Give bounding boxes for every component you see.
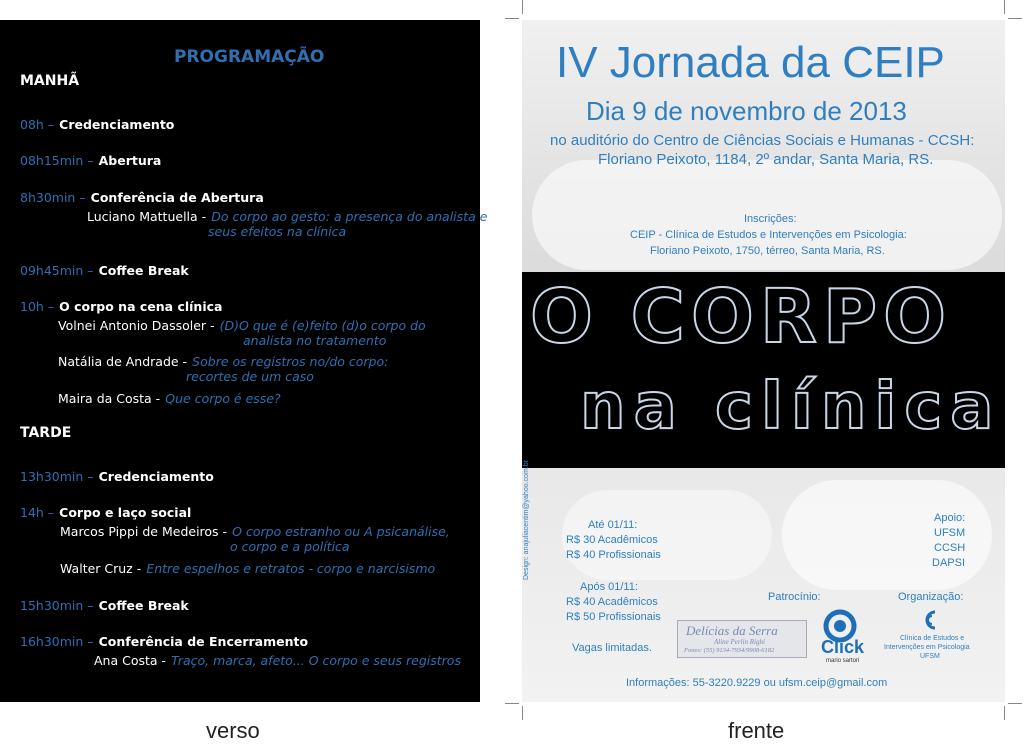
talk-title: o corpo e a política xyxy=(230,539,350,554)
talk-title: seus efeitos na clínica xyxy=(208,224,347,239)
ceip-logo-icon xyxy=(921,609,941,631)
time-label: 08h – xyxy=(20,117,55,132)
info-line: Informações: 55-3220.9229 ou ufsm.ceip@gmail.com xyxy=(626,677,888,689)
venue-line-1: no auditório do Centro de Ciências Sociais e Humanas - CCSH: xyxy=(550,132,975,149)
event-label: Coffee Break xyxy=(98,263,189,278)
talk-title: analista no tratamento xyxy=(243,333,387,348)
delicias-owner: Aline Perlin Righi xyxy=(714,638,765,646)
speaker-name: Marcos Pippi de Medeiros - xyxy=(60,524,228,539)
afternoon-heading: TARDE xyxy=(20,425,72,441)
morning-heading: MANHÃ xyxy=(20,73,80,89)
ceip-logo xyxy=(921,609,941,635)
time-label: 09h45min – xyxy=(20,263,94,278)
speaker-name: Luciano Mattuella - xyxy=(87,209,207,224)
crop-mark xyxy=(522,706,523,720)
crop-mark xyxy=(522,0,523,14)
speaker-name: Ana Costa - xyxy=(94,653,167,668)
vagas-note: Vagas limitadas. xyxy=(572,642,652,654)
talk-title: O corpo estranho ou A psicanálise, xyxy=(232,524,450,539)
frente-panel xyxy=(522,20,1005,702)
apoio-item: DAPSI xyxy=(932,557,966,569)
schedule-item xyxy=(20,114,174,133)
org-line-3: UFSM xyxy=(920,653,940,660)
event-label: Abertura xyxy=(98,153,162,168)
organizacao-label: Organização: xyxy=(898,591,964,603)
venue-line-2: Floriano Peixoto, 1184, 2º andar, Santa Maria, RS. xyxy=(598,151,934,168)
time-label: 08h15min – xyxy=(20,153,94,168)
time-label: 10h – xyxy=(20,299,55,314)
event-label: Conferência de Abertura xyxy=(90,190,264,205)
speaker-line xyxy=(58,351,388,370)
ate-price-1: R$ 30 Acadêmicos xyxy=(566,534,658,546)
speaker-line xyxy=(60,558,435,577)
time-label: 8h30min – xyxy=(20,190,86,205)
talk-title: Que corpo é esse? xyxy=(165,391,281,406)
org-line-1: Clínica de Estudos e xyxy=(900,635,965,642)
title-artwork-band xyxy=(522,272,1005,468)
click-brand: Click xyxy=(821,637,865,657)
talk-title: (D)O que é (e)feito (d)o corpo do xyxy=(219,318,426,333)
talk-title: Traço, marca, afeto... O corpo e seus registros xyxy=(171,653,461,668)
event-title: IV Jornada da CEIP xyxy=(556,38,945,87)
schedule-item xyxy=(20,631,308,650)
schedule-item xyxy=(20,296,222,315)
click-owner: mario sartori xyxy=(826,658,860,664)
talk-title: Entre espelhos e retratos - corpo e narcisismo xyxy=(146,561,436,576)
speaker-name: Volnei Antonio Dassoler - xyxy=(58,318,215,333)
speaker-name: Walter Cruz - xyxy=(60,561,142,576)
event-label: Credenciamento xyxy=(98,469,214,484)
inscricoes-line-2: Floriano Peixoto, 1750, térreo, Santa Maria, RS. xyxy=(650,245,885,257)
schedule-item xyxy=(20,150,161,169)
crop-mark xyxy=(505,18,519,19)
crop-mark xyxy=(505,703,519,704)
event-label: Conferência de Encerramento xyxy=(98,634,309,649)
speaker-name: Maira da Costa - xyxy=(58,391,161,406)
apoio-item: UFSM xyxy=(934,527,966,539)
verso-panel xyxy=(0,20,488,702)
talk-title: recortes de um caso xyxy=(186,369,314,384)
time-label: 15h30min – xyxy=(20,598,94,613)
art-line-2: na clínica xyxy=(580,370,1002,444)
patrocinio-label: Patrocínio: xyxy=(768,591,821,603)
apoio-item: CCSH xyxy=(934,542,966,554)
schedule-item xyxy=(20,595,189,614)
time-label: 16h30min – xyxy=(20,634,94,649)
event-label: Credenciamento xyxy=(59,117,175,132)
apos-price-2: R$ 50 Profissionais xyxy=(566,611,661,623)
frente-caption: frente xyxy=(728,718,785,743)
delicias-phones: Fones: (55) 9134-7934/9908-6182 xyxy=(684,647,775,654)
talk-title: Do corpo ao gesto: a presença do analista e xyxy=(211,209,488,224)
speaker-line xyxy=(87,206,487,225)
speaker-line xyxy=(94,650,461,669)
speaker-line xyxy=(58,388,281,407)
speaker-line xyxy=(60,521,450,540)
event-date: Dia 9 de novembro de 2013 xyxy=(586,96,907,126)
schedule-item xyxy=(20,260,189,279)
schedule-item xyxy=(20,466,214,485)
crop-mark xyxy=(1004,706,1005,720)
talk-title: Sobre os registros no/do corpo: xyxy=(192,354,389,369)
time-label: 14h – xyxy=(20,505,55,520)
delicias-logo xyxy=(677,620,807,658)
speaker-name: Natália de Andrade - xyxy=(58,354,188,369)
designer-credit: Design: anajuliacentim@yahoo.com.br xyxy=(523,460,530,580)
delicias-name: Delícias da Serra xyxy=(686,623,778,638)
inscricoes-line-1: CEIP - Clínica de Estudos e Intervenções em Psicologia: xyxy=(630,229,907,241)
event-label: O corpo na cena clínica xyxy=(59,299,223,314)
schedule-item xyxy=(20,502,191,521)
crop-mark xyxy=(1008,18,1022,19)
schedule-item xyxy=(20,187,264,206)
org-line-2: Intervenções em Psicologia xyxy=(884,644,970,651)
crop-mark xyxy=(1008,703,1022,704)
apoio-label: Apoio: xyxy=(934,512,966,524)
time-label: 13h30min – xyxy=(20,469,94,484)
ate-label: Até 01/11: xyxy=(588,519,638,531)
verso-caption: verso xyxy=(206,718,260,743)
art-line-1: O CORPO xyxy=(530,274,953,360)
crop-mark xyxy=(1004,0,1005,14)
event-label: Corpo e laço social xyxy=(59,505,192,520)
ate-price-2: R$ 40 Profissionais xyxy=(566,549,661,561)
apos-price-1: R$ 40 Acadêmicos xyxy=(566,596,658,608)
inscricoes-label: Inscrições: xyxy=(744,213,797,225)
speaker-line xyxy=(58,315,426,334)
event-label: Coffee Break xyxy=(98,598,189,613)
apos-label: Após 01/11: xyxy=(580,581,638,593)
programacao-title: PROGRAMAÇÃO xyxy=(174,47,325,67)
